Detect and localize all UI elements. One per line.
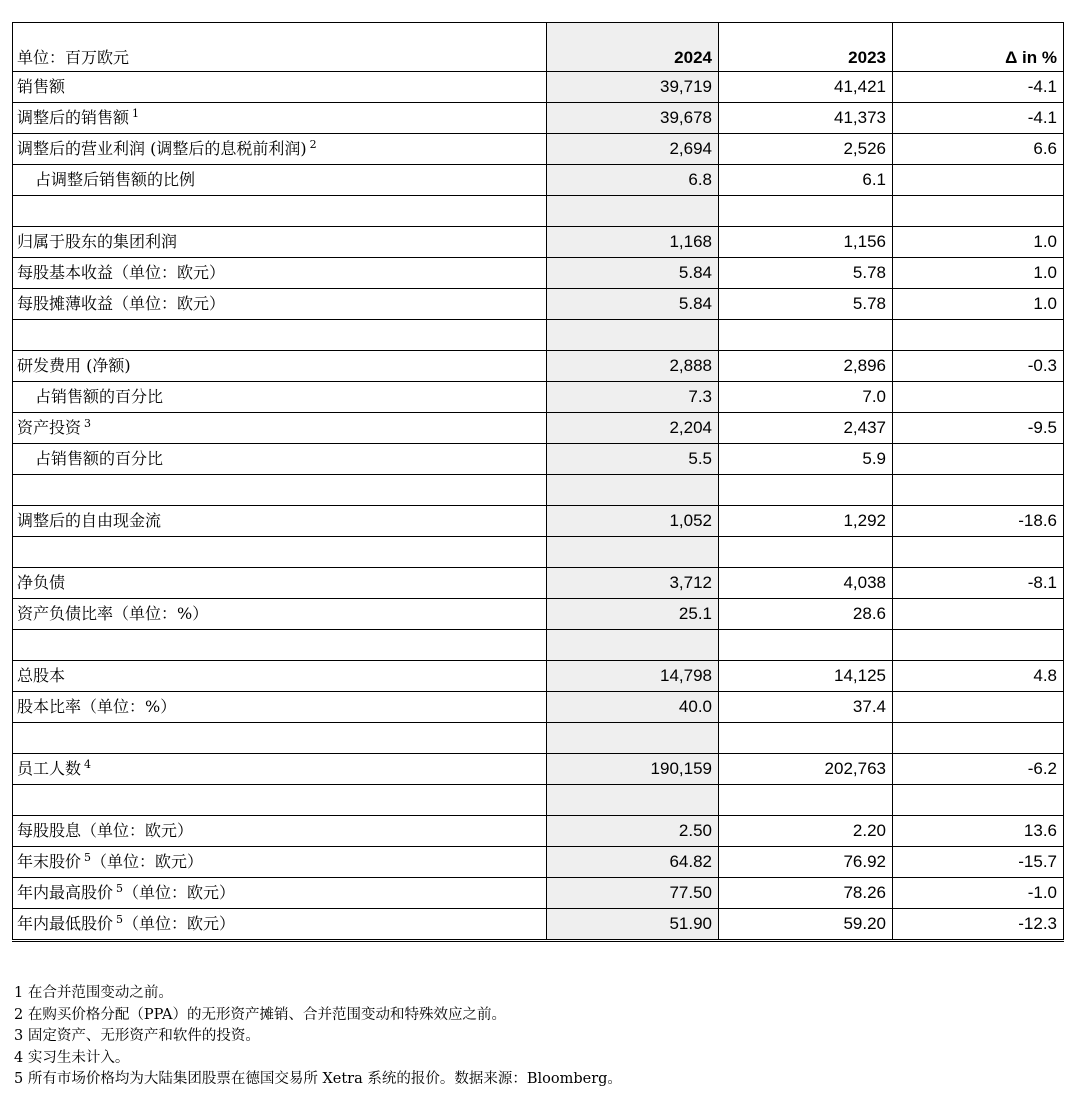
row-label [13, 568, 547, 599]
value-2024: 5.84 [547, 289, 719, 320]
row-label-text: 年末股价 [17, 852, 82, 871]
value-2024: 2,888 [547, 351, 719, 382]
value-delta: -15.7 [893, 847, 1064, 878]
row-label [13, 506, 547, 537]
value-delta: 6.6 [893, 134, 1064, 165]
value-2023: 14,125 [719, 661, 893, 692]
spacer-cell [719, 196, 893, 227]
value-delta: 4.8 [893, 661, 1064, 692]
table-row [13, 227, 1064, 258]
row-label [13, 258, 547, 289]
year-2024-header: 2024 [547, 23, 719, 72]
spacer-cell [547, 537, 719, 568]
table-row [13, 165, 1064, 196]
table-row [13, 568, 1064, 599]
value-delta [893, 444, 1064, 475]
footnote-4: 4 实习生未计入。 [14, 1049, 130, 1066]
value-2023: 5.78 [719, 258, 893, 289]
row-label-text: 净负债 [17, 573, 66, 592]
value-delta [893, 599, 1064, 630]
footnote-3: 3 固定资产、无形资产和软件的投资。 [14, 1028, 260, 1044]
value-2024: 3,712 [547, 568, 719, 599]
spacer-cell [893, 723, 1064, 754]
row-label-text: 年内最高股价 [17, 883, 114, 902]
value-delta: 1.0 [893, 227, 1064, 258]
value-2024: 2,204 [547, 413, 719, 444]
table-row [13, 599, 1064, 630]
row-label-text: 每股股息（单位：欧元） [17, 821, 194, 840]
value-delta [893, 382, 1064, 413]
value-delta: -18.6 [893, 506, 1064, 537]
value-delta: -8.1 [893, 568, 1064, 599]
spacer-cell [719, 785, 893, 816]
spacer-row [13, 785, 1064, 816]
row-label [13, 909, 547, 941]
value-2024: 39,719 [547, 72, 719, 103]
row-label-text: 占销售额的百分比 [35, 387, 164, 406]
footnote-ref: 1 [132, 107, 140, 120]
spacer-cell [893, 475, 1064, 506]
footnote-ref: 5 [116, 913, 124, 926]
year-2023-header: 2023 [719, 23, 893, 72]
spacer-cell [547, 196, 719, 227]
delta-header: Δ in % [893, 23, 1064, 72]
row-label-text: 归属于股东的集团利润 [17, 232, 178, 251]
spacer-cell [719, 320, 893, 351]
table-row [13, 258, 1064, 289]
value-delta: -9.5 [893, 413, 1064, 444]
value-2024: 64.82 [547, 847, 719, 878]
table-row [13, 351, 1064, 382]
value-2024: 2,694 [547, 134, 719, 165]
unit-header: 单位：百万欧元 [13, 23, 547, 72]
value-2023: 6.1 [719, 165, 893, 196]
value-2024: 14,798 [547, 661, 719, 692]
value-2023: 2.20 [719, 816, 893, 847]
row-label [13, 165, 547, 196]
value-2024: 25.1 [547, 599, 719, 630]
spacer-cell [547, 723, 719, 754]
row-label-suffix: （单位：欧元） [91, 852, 204, 871]
value-2024: 40.0 [547, 692, 719, 723]
value-delta: -12.3 [893, 909, 1064, 941]
value-delta: -1.0 [893, 878, 1064, 909]
value-2023: 41,373 [719, 103, 893, 134]
row-label [13, 692, 547, 723]
spacer-row [13, 475, 1064, 506]
footnote-1: 1 在合并范围变动之前。 [14, 985, 173, 1001]
table-row [13, 692, 1064, 723]
value-2023: 2,526 [719, 134, 893, 165]
spacer-cell [719, 723, 893, 754]
table-row [13, 847, 1064, 878]
spacer-row [13, 537, 1064, 568]
row-label [13, 661, 547, 692]
value-2023: 28.6 [719, 599, 893, 630]
table-body [13, 72, 1064, 941]
value-2023: 7.0 [719, 382, 893, 413]
table-row [13, 103, 1064, 134]
value-2023: 59.20 [719, 909, 893, 941]
table-row [13, 816, 1064, 847]
value-2023: 5.9 [719, 444, 893, 475]
footnote-ref: 2 [309, 138, 317, 151]
row-label-text: 资产投资 [17, 418, 82, 437]
row-label-text: 研发费用 (净额) [17, 356, 131, 375]
spacer-cell [13, 785, 547, 816]
spacer-cell [893, 320, 1064, 351]
spacer-row [13, 196, 1064, 227]
row-label-text: 员工人数 [17, 759, 82, 778]
value-2024: 51.90 [547, 909, 719, 941]
value-2023: 37.4 [719, 692, 893, 723]
row-label [13, 103, 547, 134]
value-2024: 5.5 [547, 444, 719, 475]
table-row [13, 382, 1064, 413]
row-label [13, 847, 547, 878]
footnote-5: 5 所有市场价格均为大陆集团股票在德国交易所 Xetra 系统的报价。数据来源：Bloomberg。 [14, 1071, 622, 1087]
spacer-cell [893, 630, 1064, 661]
value-delta: -0.3 [893, 351, 1064, 382]
row-label-text: 占销售额的百分比 [35, 449, 164, 468]
financial-table [12, 22, 1064, 942]
value-2023: 202,763 [719, 754, 893, 785]
table-row [13, 878, 1064, 909]
spacer-row [13, 630, 1064, 661]
value-2023: 2,896 [719, 351, 893, 382]
row-label-text: 调整后的自由现金流 [17, 511, 162, 530]
value-2023: 2,437 [719, 413, 893, 444]
value-delta: -6.2 [893, 754, 1064, 785]
row-label [13, 227, 547, 258]
spacer-cell [893, 785, 1064, 816]
value-delta [893, 165, 1064, 196]
row-label [13, 72, 547, 103]
spacer-cell [13, 196, 547, 227]
value-2024: 1,168 [547, 227, 719, 258]
row-label [13, 289, 547, 320]
footnote-ref: 4 [84, 758, 92, 771]
value-2024: 2.50 [547, 816, 719, 847]
table-row [13, 289, 1064, 320]
spacer-cell [13, 475, 547, 506]
table-row [13, 506, 1064, 537]
spacer-cell [13, 320, 547, 351]
spacer-cell [13, 537, 547, 568]
row-label-text: 年内最低股价 [17, 914, 114, 933]
row-label-text: 占调整后销售额的比例 [35, 170, 196, 189]
row-label [13, 816, 547, 847]
table-row [13, 909, 1064, 941]
footnote-ref: 5 [84, 851, 92, 864]
spacer-cell [547, 320, 719, 351]
row-label-text: 每股摊薄收益（单位：欧元） [17, 294, 226, 313]
row-label [13, 351, 547, 382]
row-label-text: 总股本 [17, 666, 66, 685]
table-header-row [13, 23, 1064, 72]
value-delta: -4.1 [893, 72, 1064, 103]
value-2023: 41,421 [719, 72, 893, 103]
row-label [13, 413, 547, 444]
footnote-ref: 3 [84, 417, 92, 430]
footnote-2: 2 在购买价格分配（PPA）的无形资产摊销、合并范围变动和特殊效应之前。 [14, 1006, 506, 1023]
value-2023: 5.78 [719, 289, 893, 320]
table-row [13, 72, 1064, 103]
row-label [13, 382, 547, 413]
table-row [13, 134, 1064, 165]
spacer-row [13, 320, 1064, 351]
table-row [13, 661, 1064, 692]
row-label [13, 134, 547, 165]
row-label-suffix: （单位：欧元） [123, 883, 236, 902]
value-2023: 1,156 [719, 227, 893, 258]
value-delta: 13.6 [893, 816, 1064, 847]
value-2024: 190,159 [547, 754, 719, 785]
value-delta [893, 692, 1064, 723]
row-label-text: 销售额 [17, 77, 66, 96]
spacer-cell [719, 475, 893, 506]
row-label [13, 878, 547, 909]
value-delta: 1.0 [893, 258, 1064, 289]
spacer-cell [547, 630, 719, 661]
footnote-ref: 5 [116, 882, 124, 895]
row-label-text: 每股基本收益（单位：欧元） [17, 263, 226, 282]
spacer-cell [893, 196, 1064, 227]
row-label-suffix: （单位：欧元） [123, 914, 236, 933]
spacer-cell [719, 630, 893, 661]
value-2023: 1,292 [719, 506, 893, 537]
table-row [13, 444, 1064, 475]
value-2024: 6.8 [547, 165, 719, 196]
footnotes [14, 983, 1074, 1091]
row-label [13, 599, 547, 630]
spacer-cell [13, 630, 547, 661]
value-2024: 7.3 [547, 382, 719, 413]
spacer-cell [719, 537, 893, 568]
value-2023: 78.26 [719, 878, 893, 909]
spacer-cell [547, 475, 719, 506]
value-2023: 76.92 [719, 847, 893, 878]
value-delta: 1.0 [893, 289, 1064, 320]
row-label-text: 资产负债比率（单位：%） [17, 604, 209, 623]
value-2024: 39,678 [547, 103, 719, 134]
row-label [13, 444, 547, 475]
table-row [13, 413, 1064, 444]
spacer-cell [13, 723, 547, 754]
value-2024: 5.84 [547, 258, 719, 289]
spacer-cell [893, 537, 1064, 568]
row-label [13, 754, 547, 785]
value-2024: 1,052 [547, 506, 719, 537]
row-label-text: 股本比率（单位：%） [17, 697, 177, 716]
value-2024: 77.50 [547, 878, 719, 909]
row-label-text: 调整后的销售额 [17, 108, 130, 127]
value-delta: -4.1 [893, 103, 1064, 134]
spacer-cell [547, 785, 719, 816]
table-row [13, 754, 1064, 785]
row-label-text: 调整后的营业利润 (调整后的息税前利润) [17, 139, 307, 158]
spacer-row [13, 723, 1064, 754]
value-2023: 4,038 [719, 568, 893, 599]
